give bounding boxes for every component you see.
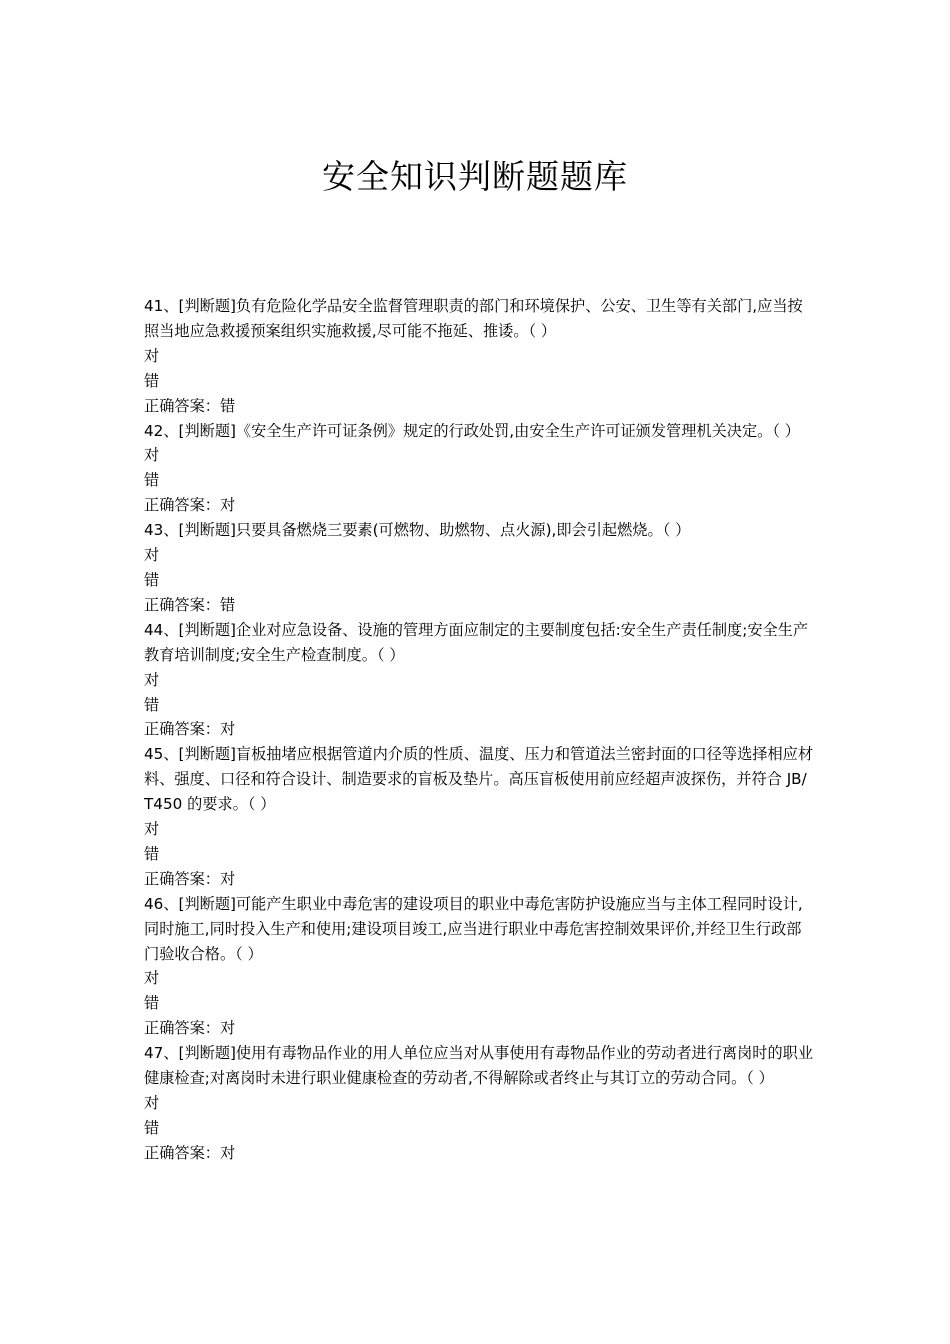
question-item [144, 892, 814, 1041]
question-text: 41、[判断题]负有危险化学品安全监督管理职责的部门和环境保护、公安、卫生等有关部门,应当按照当地应急救援预案组织实施救援,尽可能不拖延、推诿。（ ） [144, 297, 803, 340]
question-text: 46、[判断题]可能产生职业中毒危害的建设项目的职业中毒危害防护设施应当与主体工程同时设计,同时施工,同时投入生产和使用;建设项目竣工,应当进行职业中毒危害控制效果评价,并经卫生行政部门验收合格。（ ） [144, 894, 803, 963]
question-item [144, 742, 814, 891]
question-text: 47、[判断题]使用有毒物品作业的用人单位应当对从事使用有毒物品作业的劳动者进行离岗时的职业健康检查;对离岗时未进行职业健康检查的劳动者,不得解除或者终止与其订立的劳动合同。（ ） [144, 1044, 814, 1088]
correct-answer: 正确答案：对 [144, 869, 236, 888]
question-item [144, 294, 814, 419]
option-true: 对 [144, 969, 160, 988]
option-false: 错 [144, 994, 160, 1013]
question-item [144, 618, 814, 743]
correct-answer: 正确答案：对 [144, 1019, 236, 1038]
option-false: 错 [144, 1118, 160, 1137]
option-true: 对 [144, 1094, 160, 1112]
correct-answer: 正确答案：对 [144, 1143, 236, 1162]
option-false: 错 [144, 570, 160, 589]
option-false: 错 [144, 371, 160, 390]
correct-answer: 正确答案：对 [144, 720, 236, 739]
question-text: 42、[判断题]《安全生产许可证条例》规定的行政处罚,由安全生产许可证颁发管理机关决定。（ ） [144, 421, 800, 440]
question-item [144, 1041, 814, 1166]
option-true: 对 [144, 546, 160, 565]
question-text: 45、[判断题]盲板抽堵应根据管道内介质的性质、温度、压力和管道法兰密封面的口径等选择相应材料、强度、口径和符合设计、制造要求的盲板及垫片。高压盲板使用前应经超声波探伤，并符合 JB/T450 的要求。（ ） [144, 745, 814, 814]
correct-answer: 正确答案：对 [144, 496, 236, 515]
question-text: 43、[判断题]只要具备燃烧三要素(可燃物、助燃物、点火源),即会引起燃烧。（ ） [144, 521, 691, 540]
question-list [144, 294, 814, 1166]
question-item [144, 419, 814, 519]
correct-answer: 正确答案：错 [144, 595, 236, 614]
option-false: 错 [144, 844, 160, 863]
option-true: 对 [144, 446, 160, 465]
option-false: 错 [144, 471, 160, 490]
option-true: 对 [144, 346, 160, 365]
page-title: 安全知识判断题题库 [322, 157, 628, 196]
question-text: 44、[判断题]企业对应急设备、设施的管理方面应制定的主要制度包括:安全生产责任制度;安全生产教育培训制度;安全生产检查制度。（ ） [144, 620, 809, 664]
option-true: 对 [144, 820, 160, 839]
option-false: 错 [144, 695, 160, 714]
option-true: 对 [144, 670, 160, 689]
question-item [144, 518, 814, 618]
correct-answer: 正确答案：错 [144, 396, 236, 415]
